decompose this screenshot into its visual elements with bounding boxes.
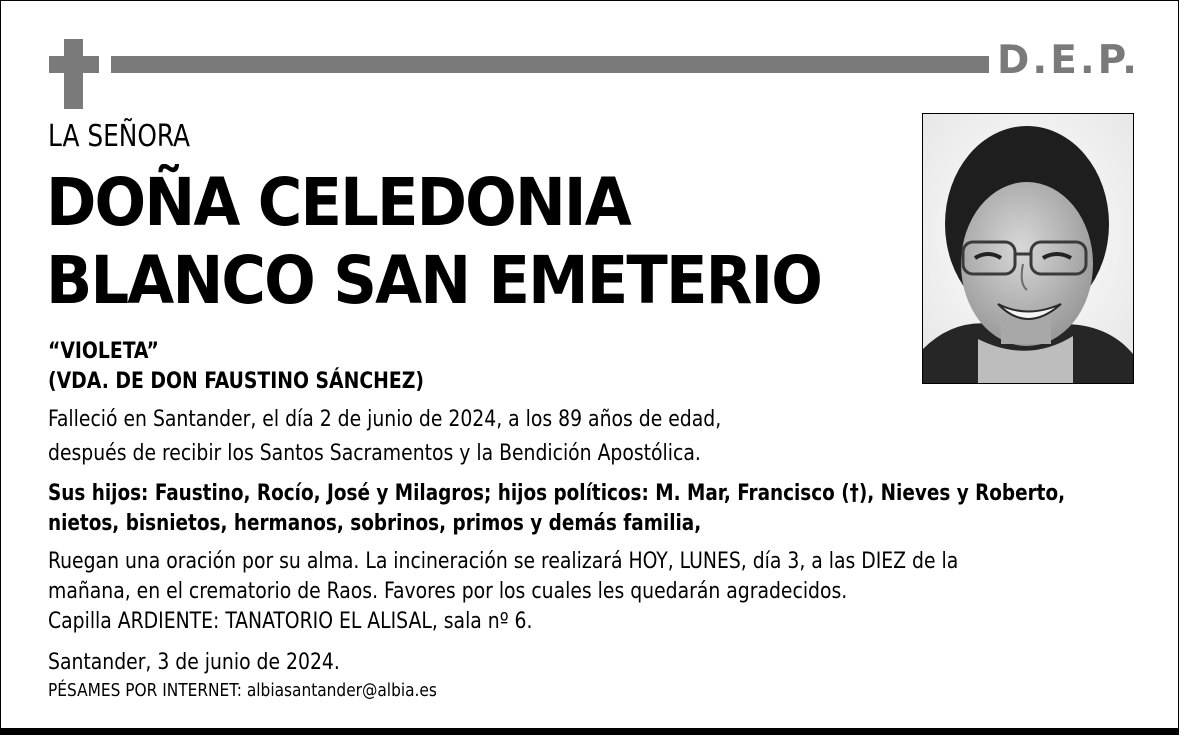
chapel-line: Capilla ARDIENTE: TANATORIO EL ALISAL, sala nº 6. bbox=[48, 609, 533, 634]
salutation: LA SEÑORA bbox=[48, 119, 191, 154]
family-line-2: nietos, bisnietos, hermanos, sobrinos, primos y demás familia, bbox=[48, 511, 702, 536]
portrait-image bbox=[923, 114, 1133, 383]
widow-note: (VDA. DE DON FAUSTINO SÁNCHEZ) bbox=[48, 369, 424, 394]
dep-label: D.E.P. bbox=[997, 38, 1140, 83]
deceased-name-line1: DOÑA CELEDONIA bbox=[46, 164, 630, 241]
death-line-1: Falleció en Santander, el día 2 de junio de 2024, a los 89 años de edad, bbox=[48, 407, 722, 432]
service-line-2: mañana, en el crematorio de Raos. Favores por los cuales les quedarán agradecidos. bbox=[48, 579, 848, 604]
header-rule bbox=[111, 56, 989, 73]
nickname-block bbox=[48, 337, 424, 397]
nickname: “VIOLETA” bbox=[48, 339, 159, 364]
portrait-photo bbox=[922, 113, 1134, 384]
family-line-1: Sus hijos: Faustino, Rocío, José y Milagros; hijos políticos: M. Mar, Francisco (†), Nieves y Roberto, bbox=[48, 481, 1066, 506]
cross-icon-bar bbox=[49, 56, 99, 73]
condolences-line: PÉSAMES POR INTERNET: albiasantander@albia.es bbox=[48, 680, 437, 701]
place-date: Santander, 3 de junio de 2024. bbox=[48, 650, 340, 675]
service-line-1: Ruegan una oración por su alma. La incineración se realizará HOY, LUNES, día 3, a las DIEZ de la bbox=[48, 549, 959, 574]
death-line-2: después de recibir los Santos Sacramentos y la Bendición Apostólica. bbox=[48, 441, 701, 466]
deceased-name bbox=[46, 164, 821, 320]
cross-icon bbox=[64, 39, 83, 109]
deceased-name-line2: BLANCO SAN EMETERIO bbox=[46, 242, 822, 319]
